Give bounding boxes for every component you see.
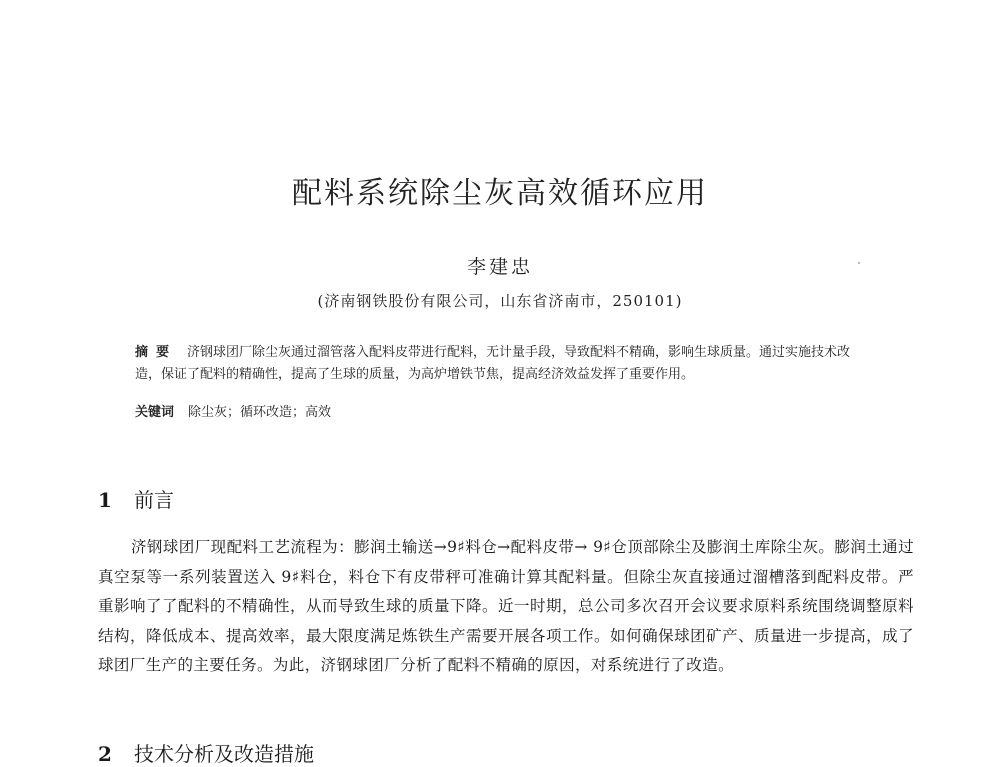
section-number: 2 bbox=[98, 742, 112, 766]
author-affiliation: (济南钢铁股份有限公司，山东省济南市，250101) bbox=[317, 292, 683, 310]
section-1-paragraph: 济钢球团厂现配料工艺流程为：膨润土输送→9♯料仓→配料皮带→ 9♯仓顶部除尘及膨润土库除尘灰。膨润土通过真空泵等一系列装置送入 9♯料仓，料仓下有皮带秤可准确计算其配料量。但除尘灰直接通过溜槽落到配料皮带。严重影响了了配料的不精确性，从而导致生球的质量下降。近一时期，总公司多次召开会议要求原料系统围绕调整原料结构，降低成本、提高效率，最大限度满足炼铁生产需要开展各项工作。如何确保球团矿产、质量进一步提高，成了球团厂生产的主要任务。为此，济钢球团厂分析了配料不精确的原因，对系统进行了改造。 bbox=[98, 538, 914, 674]
keywords bbox=[135, 402, 875, 424]
section-number: 1 bbox=[98, 488, 112, 512]
abstract-label: 摘要 bbox=[135, 345, 178, 360]
section-title: 技术分析及改造措施 bbox=[134, 742, 314, 766]
keywords-text: 除尘灰；循环改造；高效 bbox=[188, 405, 332, 420]
keywords-label: 关键词 bbox=[135, 405, 175, 420]
abstract-text: 济钢球团厂除尘灰通过溜管落入配料皮带进行配料，无计量手段，导致配料不精确，影响生球质量。通过实施技术改造，保证了配料的精确性，提高了生球的质量，为高炉增铁节焦，提高经济效益发挥了重要作用。 bbox=[135, 345, 851, 382]
section-title: 前言 bbox=[134, 488, 174, 512]
paper-title: 配料系统除尘灰高效循环应用 bbox=[292, 176, 708, 211]
section-heading-1 bbox=[98, 484, 174, 513]
section-heading-2 bbox=[98, 738, 314, 767]
scan-speck bbox=[858, 262, 860, 264]
author-name: 李建忠 bbox=[466, 256, 533, 278]
abstract bbox=[135, 342, 875, 386]
